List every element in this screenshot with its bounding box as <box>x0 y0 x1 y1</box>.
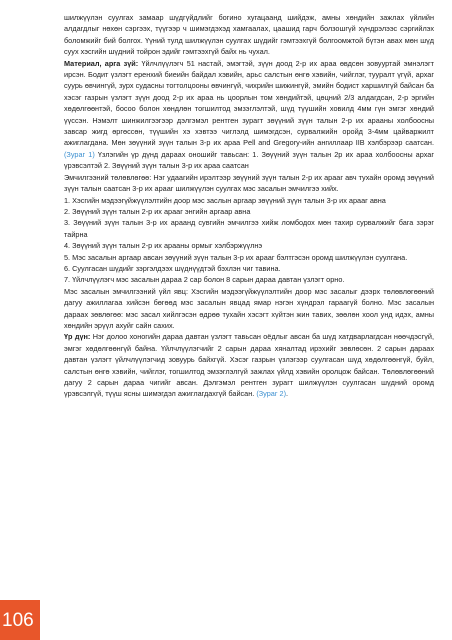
intro-paragraph: шилжүүлэн суулгах замаар шүдгүйдлийг богино хугацаанд шийдэж, амны хөндийн зажлах үйлийн алдагдлыг нөхөн сэргээх, түүгээр ч шимэгдэхэд хамгаалах, цаашид гарч болзошгүй хүндрэлээс сэргийлэх боломжийг бий болгох. Үүний тулд шилжүүлэн суулгах шүдийг гэмтээхгүй болгоомжтой бүтэн авах мөн шүд суух хэсгийн шүдний тойрон эдийг гэмтээхгүй байх нь чухал. <box>64 13 434 57</box>
materials-methods-text: Үйлчлүүлэгч 51 настай, эмэгтэй, зүүн доод 2-р их араа өвдсөн зовууртай эмнэлэгт ирсэн. Бодит үзлэгт еренхий биеийн байдал хэвийн, арьс салстын өнгө хэвийн, чийглэг, тууралт үгүй, архаг суурь өвчингүй, зурх судасны тогтолцооны өвчингүй, чихрийн шижингүй, эмийн бодист харшилгүй байсан ба хэсэг газрын үзлэгт зүүн доод 2-р их араа нь цоорлын том хөндийтэй, цөцний 2/3 алдагдсан, 2-р эргийн хөдөлгөөнтэй, босоо болон хөндлөн тогшилтод эмзэглэлтэй, шүд түүшийн ховилд 4мм гүн эмгэг хөндий үүссэн. Нэмэлт шинжилгээгээр дэлгэмэл рентген зурагт зөүүний зүүн талын 2-р их арааны холбоосны завсар жигд өргөссөн, түүшийн хэ хэвтээ чиглэлд шимэгдсэн, сурвалжийн оройд 3-4мм цайваржилт ажиглагдана. Мөн зөүүний зүүн талын 3-р их араа Pell and Gregory-ийн ангиллаар IIB хэлбэрээр саатсан. <box>64 58 434 148</box>
treatment-step: 5. Мэс засалын аргаар авсан зөүүний зүүн талын 3-р их арааг бэлтгэсэн оромд шилжүүлэн суулгана. <box>64 252 408 262</box>
materials-methods-paragraph <box>64 58 434 172</box>
treatment-step: 3. Зөүүний зүүн талын 3-р их араанд сувгийн эмчилгээ хийж ломбодох мөн тахир сурвалжийг бага зэрэг тайрна <box>64 218 434 239</box>
results-paragraph <box>64 331 434 399</box>
diagnosis-text: Үзлэгийн үр дүнд дараах оношийг тавьсан: 1. Зөүүний зүүн талын 2р их араа холбоосны архаг үрэвсэлтэй 2. Зөүүний зүүн талын 3-р их араа саатсан <box>64 149 434 171</box>
surgery-process-paragraph: Мэс засалын эмчилгээний үйл явц: Хэсгийн мэдээгүйжүүлэлтийн доор мэс засалыг дээрх төлөвлөгөөний дагуу ажиллагаа хийсэн бөгөөд мэс засалын явцад ямар нэгэн хүндрэл гараагүй болно. Мэс засалын дараах зөвлөгөө: мэс засал хийлгэсэн өдрөө тухайн хэсэгт хүйтэн жин тавих, зөөлөн хоол унд идэх, амны хөндийн эрүүл ахуйг сайн сахих. <box>64 286 434 330</box>
page-number-badge <box>0 600 40 640</box>
article-body <box>64 12 434 400</box>
treatment-step: 7. Үйлчлүүлэгч мэс засалын дараа 2 сар болон 8 сарын дараа давтан үзлэгт орно. <box>64 275 345 285</box>
page-number: 106 <box>2 610 34 631</box>
results-heading: Үр дүн: <box>64 332 91 342</box>
results-end: . <box>286 389 289 399</box>
treatment-step: 2. Зөүүний зүүн талын 2-р их арааг энгийн аргаар авна <box>64 206 251 216</box>
treatment-plan-paragraph: Эмчилгээний төлөвлөгөө: Нэг удаагийн ирэлтээр зөүүний зүүн талын 2-р их арааг авч тухайн оромд зөүүний зүүн талын саатсан 3-р их арааг шилжүүлэн суулгах мэс засалын эмчилгээ хийх. <box>64 172 434 194</box>
results-text: Нэг долоо хоногийн дараа давтан үзлэгт тавьсан оёдлыг авсан ба шүд хатдварлагдсан нөөчдэсгүй, эмгэг хөдөлгөөнгүй байна. Үйлчлүүлэгчийг 2 сарын дараа хяналтад ирэхийг зөвлөсөн. 2 сарын дараах давтан үзлэгт үйлчлүүлэгчид зовуурь байхгүй. Хэсэг газрын үзлэгээр суулгасан шүд хөдөлгөөнгүй, буйл, салстын өнгө хэвийн, чийглэг, тогшилтод эмзэглэлгүй зажлах үйлд хэвийн оролцож байсан. Төлөвлөгөөний дагуу 2 сарын дараа чигийг авсан. Дэлгэмэл рентген зурагт шилжүүлэн суулгасан шүдний оромд үрэвсэлгүй, түүш ясны шимэгдэл ажиглагдахгүй байсан. <box>64 332 434 399</box>
treatment-step: 1. Хэсгийн мэдээгүйжүүлэлтийн доор мэс заслын аргаар зөүүний зүүн талын 3-р их арааг авна <box>64 195 386 205</box>
materials-methods-heading: Материал, арга зүй: <box>64 58 139 68</box>
treatment-step: 6. Суулгасан шүдийг зэргэлдээх шүднүүдтэй бэхлэн чиг тавина. <box>64 263 281 273</box>
figure-1-link[interactable]: (Зураг 1) <box>64 149 95 159</box>
figure-2-link[interactable]: (Зураг 2) <box>256 389 287 399</box>
treatment-step: 4. Зөүүний зүүн талын 2-р их арааны ормыг хэлбэржүүлнэ <box>64 241 263 251</box>
